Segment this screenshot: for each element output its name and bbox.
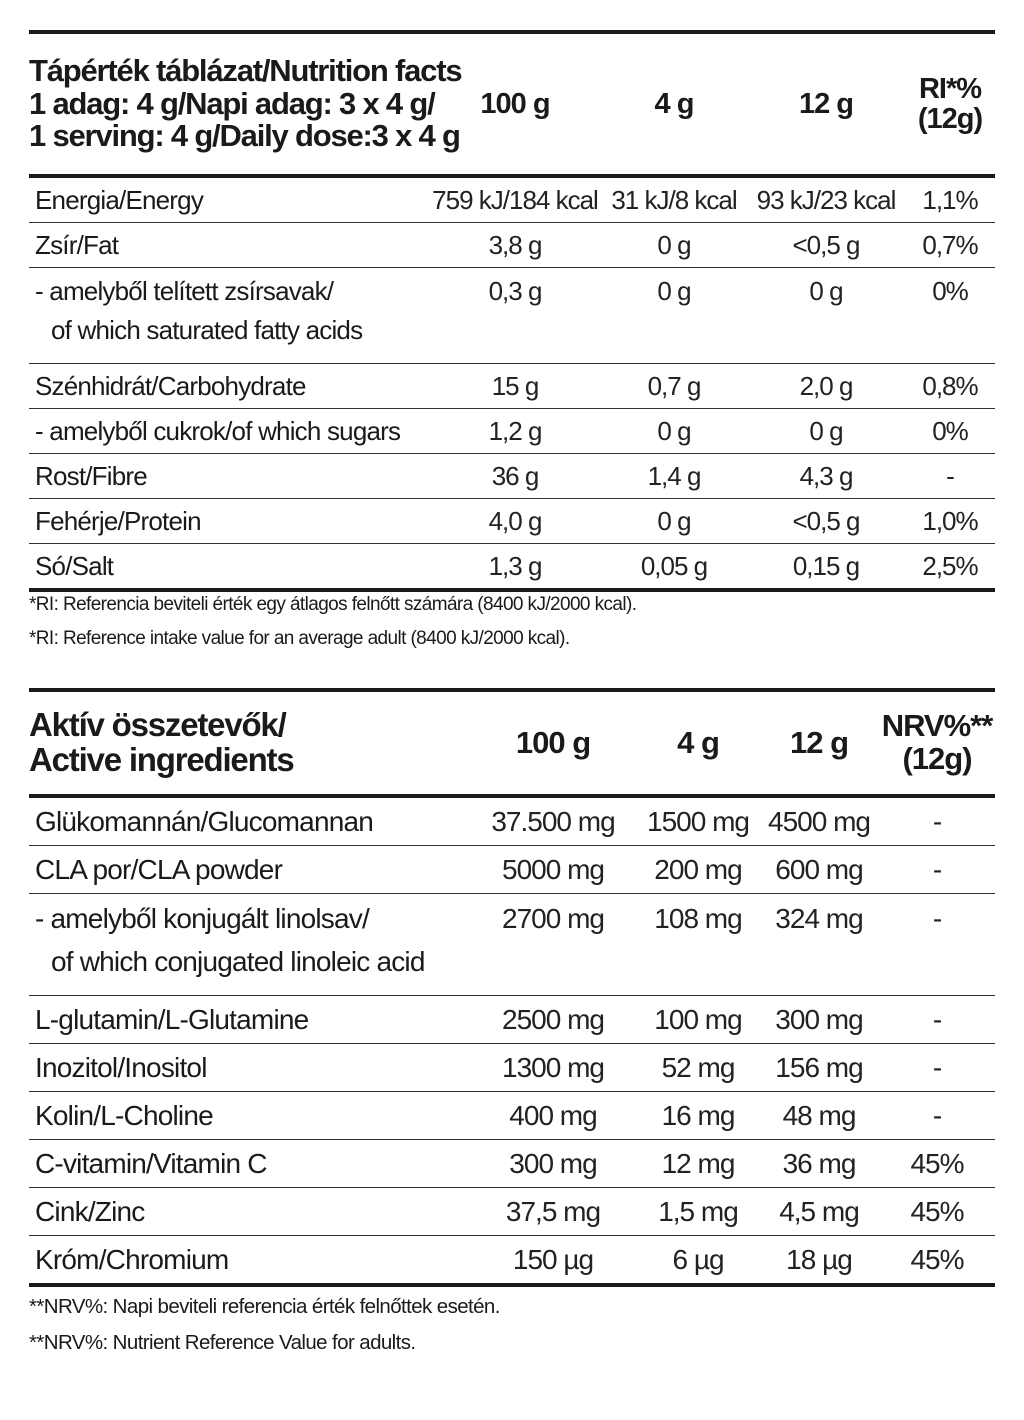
value-12g: [747, 268, 905, 364]
active-col-12g: 12 g: [789, 724, 849, 760]
row-label: L-glutamin/L-Glutamine: [35, 1003, 309, 1035]
value-12g: 36 mg: [782, 1147, 856, 1179]
table-row: [29, 409, 995, 454]
value-12g: 156 mg: [775, 1051, 863, 1083]
nutrition-title-line-1: Tápérték táblázat/Nutrition facts: [29, 53, 462, 89]
nutrition-title-line-2: 1 adag: 4 g/Napi adag: 3 x 4 g/: [29, 85, 435, 121]
nutrition-col-12g: 12 g: [798, 87, 854, 120]
active-col-100g: 100 g: [515, 724, 591, 760]
value-100g: 4,0 g: [488, 505, 542, 536]
value-100g: 300 mg: [509, 1147, 597, 1179]
value-12g: 2,0 g: [799, 370, 853, 401]
row-label: Glükomannán/Glucomannan: [35, 805, 374, 837]
value-12g-text: 324 mg: [775, 903, 863, 934]
value-ri: 1,1%: [922, 184, 978, 215]
table-row: [29, 894, 995, 996]
table-row: [29, 1188, 995, 1236]
table-row: [29, 544, 995, 591]
value-12g: 4500 mg: [768, 805, 870, 837]
nutrition-title-line-3: 1 serving: 4 g/Daily dose:3 x 4 g: [29, 118, 460, 154]
row-label: C-vitamin/Vitamin C: [35, 1147, 267, 1179]
nutrition-header-title: [29, 32, 462, 176]
row-label-line-1: - amelyből telített zsírsavak/: [35, 276, 334, 306]
value-4g: 31 kJ/8 kcal: [611, 184, 737, 215]
value-12g: 0 g: [809, 415, 843, 446]
value-100g: 5000 mg: [502, 853, 604, 885]
value-100g: 15 g: [491, 370, 539, 401]
value-4g: 16 mg: [661, 1099, 735, 1131]
nutrition-table: [29, 30, 995, 592]
value-4g: 12 mg: [661, 1147, 735, 1179]
row-label: Só/Salt: [35, 550, 114, 581]
table-row: [29, 1092, 995, 1140]
value-4g: 0,05 g: [640, 550, 708, 581]
table-row: [29, 796, 995, 846]
value-ri: 0%: [932, 415, 968, 446]
value-ri: [905, 268, 995, 364]
value-4g: 200 mg: [654, 853, 742, 885]
table-row: [29, 454, 995, 499]
table-row: [29, 996, 995, 1044]
value-nrv: -: [932, 1003, 942, 1035]
table-row: [29, 176, 995, 223]
value-nrv: 45%: [910, 1243, 964, 1275]
table-row: [29, 846, 995, 894]
value-100g: 3,8 g: [488, 229, 542, 260]
nutrition-col-ri-line-1: RI*%: [918, 72, 982, 105]
row-label: Zsír/Fat: [35, 229, 119, 260]
value-ri: -: [946, 460, 954, 491]
row-label: Szénhidrát/Carbohydrate: [35, 370, 306, 401]
row-label: Cink/Zinc: [35, 1195, 145, 1227]
value-12g: 18 µg: [786, 1243, 852, 1275]
row-label: Energia/Energy: [35, 184, 204, 215]
ri-footnote-hu: *RI: Referencia beviteli érték egy átlagos felnőtt számára (8400 kJ/2000 kcal).: [29, 594, 637, 615]
value-100g-text: 0,3 g: [488, 276, 542, 306]
value-12g: 600 mg: [775, 853, 863, 885]
value-ri-text: 0%: [932, 276, 968, 306]
row-label: Inozitol/Inositol: [35, 1051, 207, 1083]
value-12g: 4,3 g: [799, 460, 853, 491]
value-100g: [469, 894, 637, 996]
value-nrv: -: [932, 1099, 942, 1131]
row-label: Kolin/L-Choline: [35, 1099, 213, 1131]
value-4g: 1,4 g: [647, 460, 701, 491]
value-4g-text: 108 mg: [654, 903, 742, 934]
value-ri: 0,7%: [922, 229, 978, 260]
active-title-line-2: Active ingredients: [29, 741, 294, 778]
value-nrv: -: [932, 805, 942, 837]
value-12g: 93 kJ/23 kcal: [756, 184, 896, 215]
value-100g: 150 µg: [512, 1243, 594, 1275]
table-row: [29, 364, 995, 409]
row-label-line-1: - amelyből konjugált linolsav/: [35, 903, 369, 934]
table-row: [29, 499, 995, 544]
value-12g: 48 mg: [782, 1099, 856, 1131]
value-ri: 2,5%: [922, 550, 978, 581]
ri-footnote-en: *RI: Reference intake value for an average adult (8400 kJ/2000 kcal).: [29, 628, 570, 649]
value-12g: 300 mg: [775, 1003, 863, 1035]
active-col-nrv-line-2: (12g): [902, 741, 972, 776]
value-4g: 0 g: [657, 229, 691, 260]
value-100g: [429, 268, 601, 364]
active-col-4g: 4 g: [677, 724, 719, 760]
active-col-nrv: [879, 690, 995, 796]
value-100g: 37,5 mg: [505, 1195, 601, 1227]
value-12g: <0,5 g: [792, 505, 860, 536]
nrv-footnote-en: **NRV%: Nutrient Reference Value for adults.: [29, 1331, 416, 1354]
value-nrv: 45%: [910, 1195, 964, 1227]
value-12g: 4,5 mg: [779, 1195, 859, 1227]
row-label: Fehérje/Protein: [35, 505, 201, 536]
active-title-line-1: Aktív összetevők/: [29, 706, 286, 744]
value-4g: 0 g: [657, 505, 691, 536]
value-100g: 1,2 g: [488, 415, 542, 446]
value-100g: 1300 mg: [502, 1051, 604, 1083]
value-4g: 1500 mg: [647, 805, 749, 837]
value-12g: 0,15 g: [792, 550, 860, 581]
value-100g: 36 g: [491, 460, 539, 491]
table-row: [29, 1140, 995, 1188]
value-ri: 1,0%: [922, 505, 978, 536]
table-row: [29, 223, 995, 268]
value-4g: 52 mg: [661, 1051, 735, 1083]
value-nrv: -: [932, 1051, 942, 1083]
value-4g: 1,5 mg: [658, 1195, 738, 1227]
value-12g: [759, 894, 879, 996]
nutrition-col-100g: 100 g: [480, 87, 550, 120]
nutrition-col-ri-line-2: (12g): [917, 103, 983, 135]
row-label: Króm/Chromium: [35, 1243, 229, 1275]
nutrition-col-ri: [905, 32, 995, 176]
value-nrv: -: [932, 853, 942, 885]
table-row: [29, 268, 995, 364]
value-4g: 6 µg: [672, 1243, 724, 1275]
row-label-line-2: of which saturated fatty acids: [51, 315, 363, 345]
value-12g-text: 0 g: [809, 276, 843, 306]
row-label: [29, 268, 429, 364]
active-ingredients-table: [29, 688, 995, 1287]
value-4g-text: 0 g: [657, 276, 691, 306]
value-4g: 0,7 g: [647, 370, 701, 401]
table-row: [29, 1236, 995, 1286]
row-label: Rost/Fibre: [35, 460, 147, 491]
value-100g: 37.500 mg: [491, 805, 615, 837]
row-label: CLA por/CLA powder: [35, 853, 283, 885]
nrv-footnote-hu: **NRV%: Napi beviteli referencia érték felnőttek esetén.: [29, 1295, 500, 1318]
row-label: [29, 894, 469, 996]
value-4g: 100 mg: [654, 1003, 742, 1035]
row-label: - amelyből cukrok/of which sugars: [35, 415, 401, 446]
value-nrv: [879, 894, 995, 996]
value-100g-text: 2700 mg: [502, 903, 604, 934]
value-4g: 0 g: [657, 415, 691, 446]
active-col-nrv-line-1: NRV%**: [881, 708, 993, 744]
active-header-title: [29, 690, 469, 796]
value-100g: 759 kJ/184 kcal: [432, 184, 598, 215]
value-4g: [637, 894, 759, 996]
row-label-line-2: of which conjugated linoleic acid: [51, 946, 425, 977]
value-100g: 1,3 g: [488, 550, 542, 581]
value-4g: [601, 268, 747, 364]
nutrition-col-4g: 4 g: [654, 87, 694, 120]
value-12g: <0,5 g: [792, 229, 860, 260]
value-ri: 0,8%: [922, 370, 978, 401]
value-nrv-text: -: [932, 903, 942, 934]
value-nrv: 45%: [910, 1147, 964, 1179]
table-row: [29, 1044, 995, 1092]
value-100g: 400 mg: [509, 1099, 597, 1131]
value-100g: 2500 mg: [502, 1003, 604, 1035]
